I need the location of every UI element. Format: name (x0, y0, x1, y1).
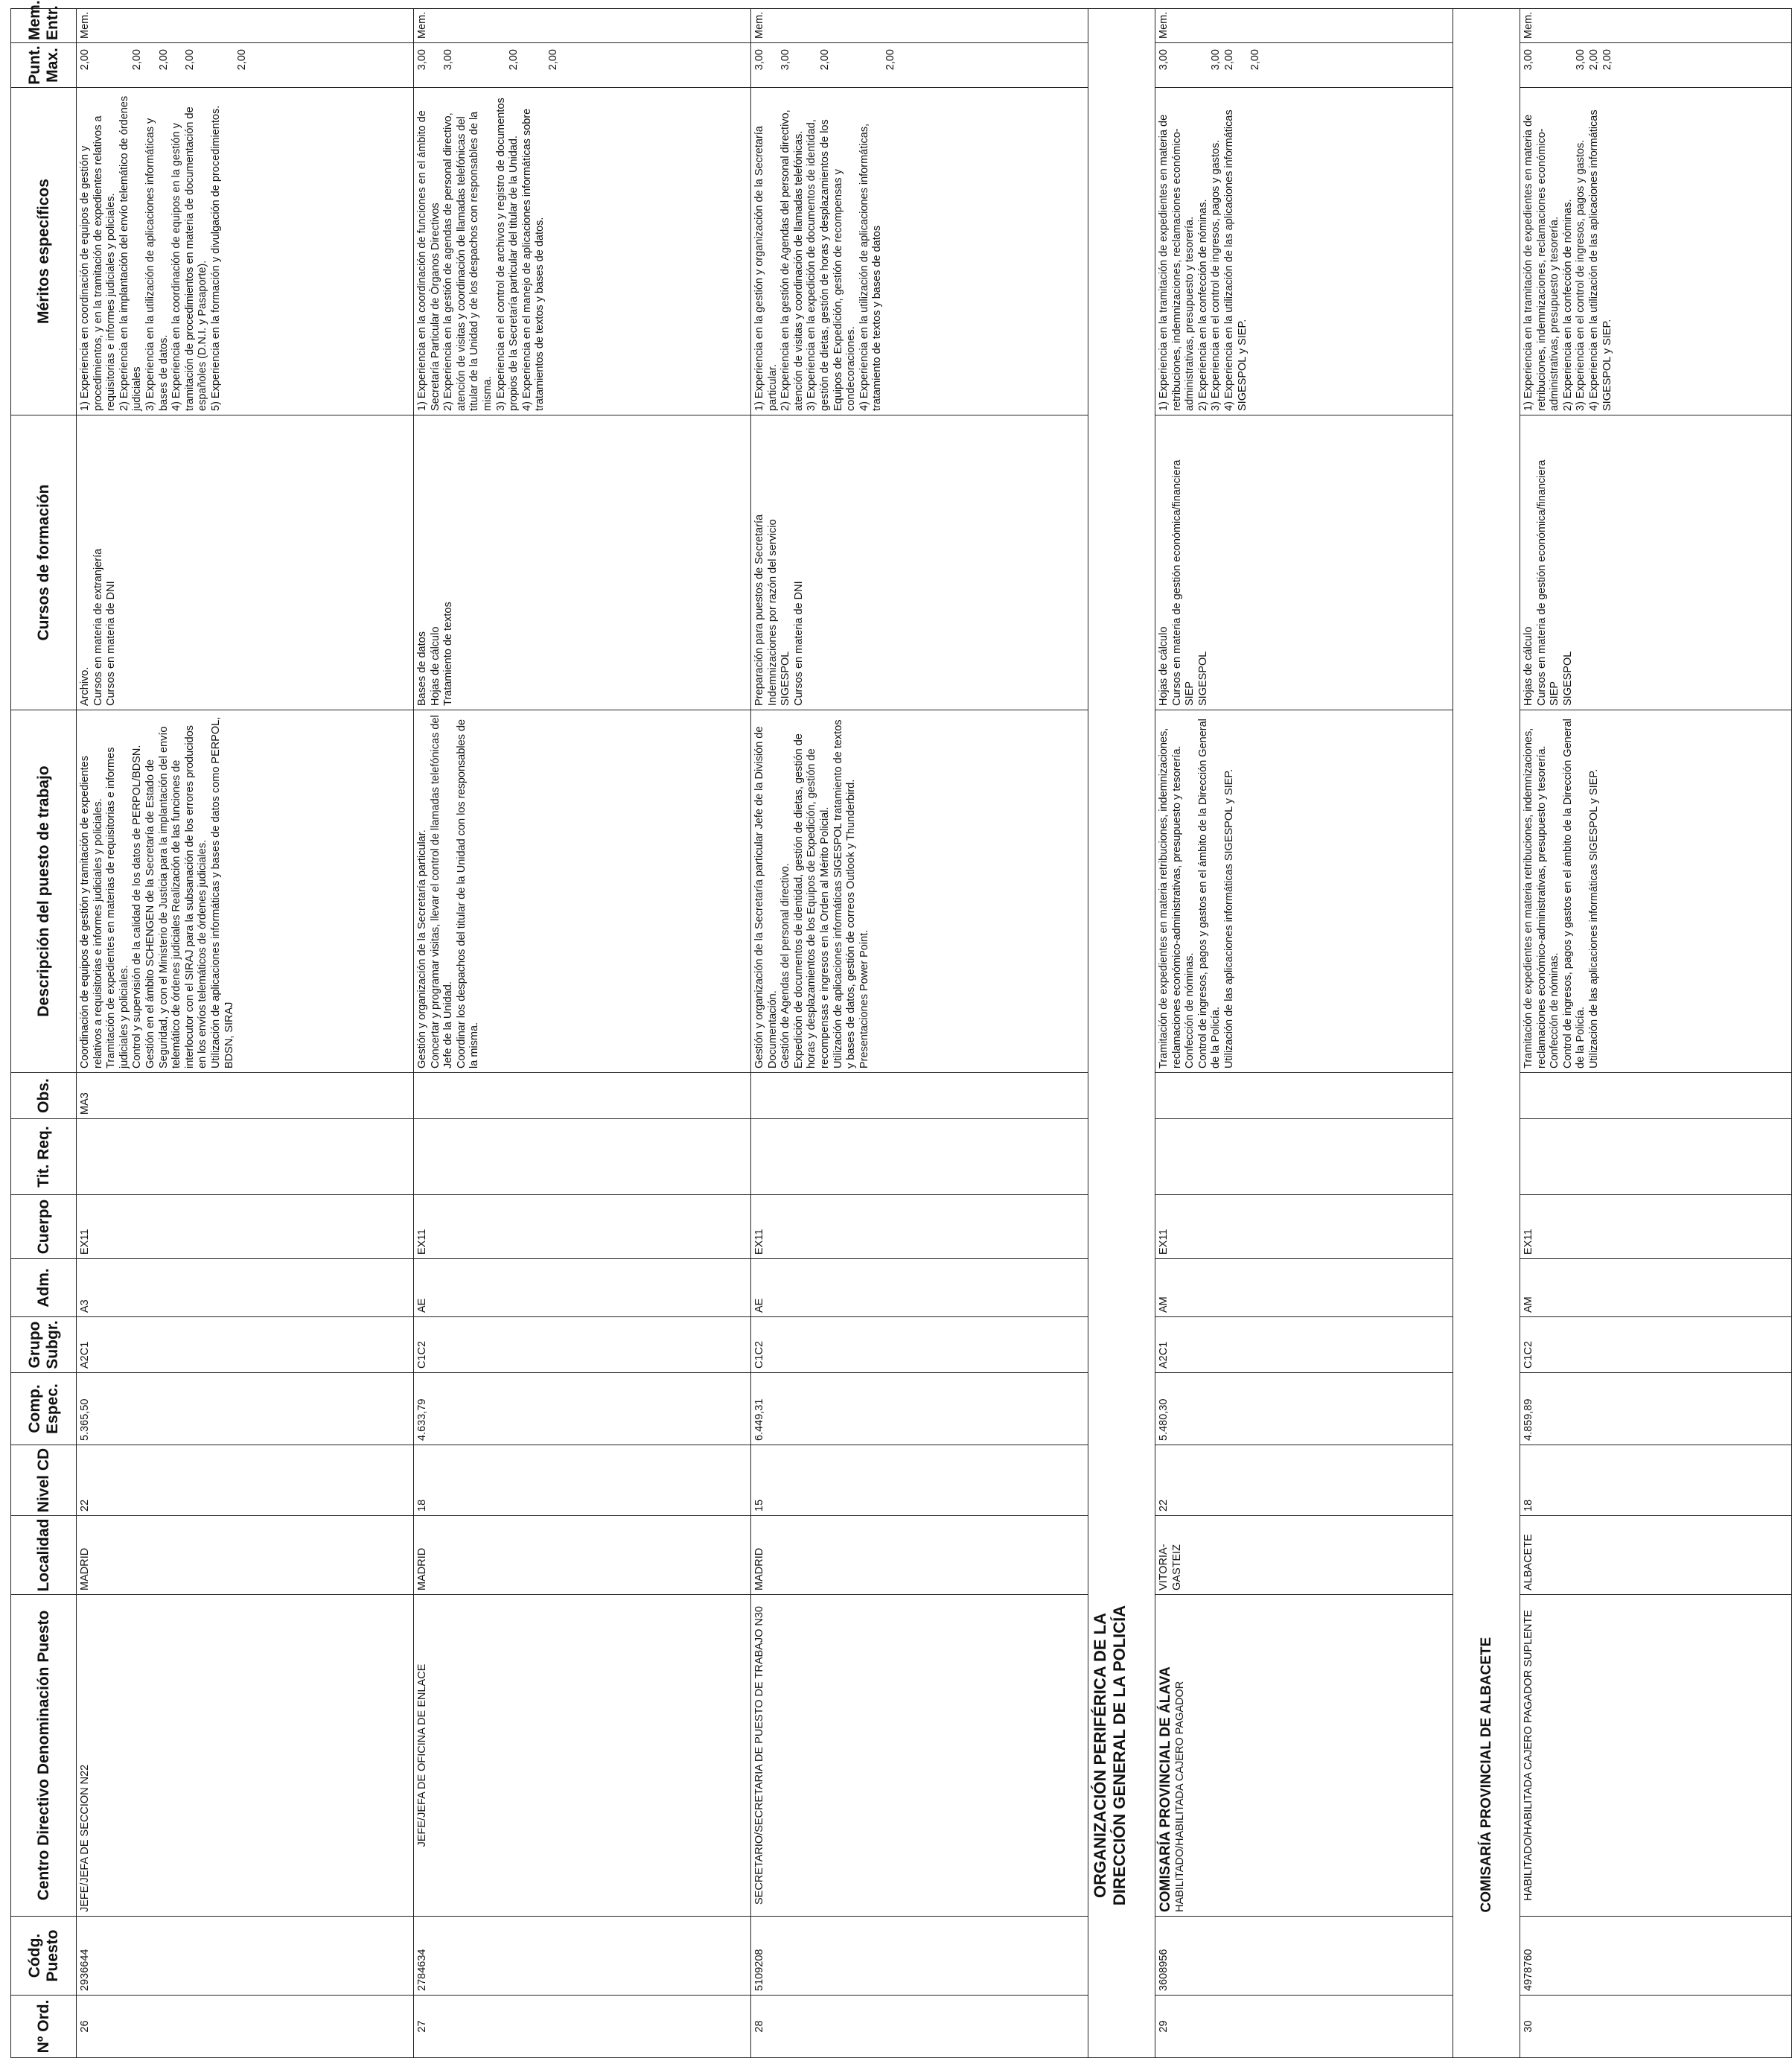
header-obs: Obs. (11, 1073, 77, 1119)
section-spacer (1088, 1373, 1155, 1445)
cell-nivel-cd: 22 (1155, 1445, 1453, 1516)
section-spacer (1453, 1119, 1520, 1195)
cell-grupo: C1C2 (414, 1317, 751, 1373)
cell-cuerpo: EX11 (751, 1195, 1088, 1259)
section-spacer (1088, 1917, 1155, 1996)
section-spacer (1088, 1259, 1155, 1317)
section-spacer (1088, 9, 1155, 43)
cell-cod-puesto: 2784634 (414, 1917, 751, 1996)
cell-n-ord: 30 (1520, 1996, 1792, 2058)
header-mem-entr: Mem. Entr. (11, 9, 77, 43)
section-spacer (1453, 1317, 1520, 1373)
section-spacer (1088, 1996, 1155, 2058)
cell-cod-puesto: 4978760 (1520, 1917, 1792, 1996)
cell-obs: MA3 (77, 1073, 414, 1119)
section-title-alava: COMISARÍA PROVINCIAL DE ÁLAVA (1158, 1666, 1173, 1912)
cell-punt-max: 3,00 3,00 2,00 2,00 (414, 43, 751, 88)
cell-cod-puesto: 2936644 (77, 1917, 414, 1996)
cell-tit-req (414, 1119, 751, 1195)
cell-cursos: Hojas de cálculo Cursos en materia de gestión económica/financiera SIEP SIGESPOL (1155, 415, 1453, 710)
cell-localidad: VITORIA-GASTEIZ (1155, 1516, 1453, 1595)
table-row (1155, 9, 1453, 2058)
cell-nivel-cd: 18 (414, 1445, 751, 1516)
section-spacer (1088, 1195, 1155, 1259)
cell-punt-max: 3,00 3,00 2,00 2,00 (751, 43, 1088, 88)
cell-n-ord: 28 (751, 1996, 1088, 2058)
cell-cuerpo: EX11 (414, 1195, 751, 1259)
cell-adm: AM (1155, 1259, 1453, 1317)
section-spacer (1088, 88, 1155, 415)
cell-localidad: MADRID (414, 1516, 751, 1595)
cell-mem: Mem. (1155, 9, 1453, 43)
header-descripcion: Descripción del puesto de trabajo (11, 710, 77, 1073)
section-title-albacete: COMISARÍA PROVINCIAL DE ALBACETE (1478, 1637, 1494, 1913)
header-meritos: Méritos específicos (11, 88, 77, 415)
header-localidad: Localidad (11, 1516, 77, 1595)
cell-cod-puesto: 5109208 (751, 1917, 1088, 1996)
cell-comp-espec: 6.449,31 (751, 1373, 1088, 1445)
cell-comp-espec: 4.633,79 (414, 1373, 751, 1445)
cell-punt-max: 3,00 3,00 2,00 2,00 (1520, 43, 1792, 88)
cell-localidad: MADRID (751, 1516, 1088, 1595)
table-row (751, 9, 1088, 2058)
section-spacer (1088, 415, 1155, 710)
cell-grupo: C1C2 (1520, 1317, 1792, 1373)
cell-localidad: ALBACETE (1520, 1516, 1792, 1595)
cell-cursos: Hojas de cálculo Cursos en materia de gestión económica/financiera SIEP SIGESPOL (1520, 415, 1792, 710)
section-spacer (1453, 88, 1520, 415)
cell-mem: Mem. (77, 9, 414, 43)
cell-n-ord: 27 (414, 1996, 751, 2058)
cell-meritos: 1) Experiencia en la tramitación de expedientes en materia de retribuciones, indemnizaciones, reclamaciones económico-administrativas, presupuesto y tesorería. 2) Experiencia en la confección de nóminas. 3) Experiencia en el control de ingresos, pagos y gastos. 4) Experiencia en la utilización de las aplicaciones informáticas SIGESPOL y SIEP. (1520, 88, 1792, 415)
header-cod-puesto: Códg. Puesto (11, 1917, 77, 1996)
section-spacer (1453, 710, 1520, 1073)
cell-adm: AM (1520, 1259, 1792, 1317)
cell-nivel-cd: 15 (751, 1445, 1088, 1516)
cell-n-ord: 26 (77, 1996, 414, 2058)
header-cursos: Cursos de formación (11, 415, 77, 710)
cell-cod-puesto: 3608956 (1155, 1917, 1453, 1996)
cell-n-ord: 29 (1155, 1996, 1453, 2058)
section-spacer (1453, 1445, 1520, 1516)
cell-meritos: 1) Experiencia en la coordinación de funciones en el ámbito de Secretaría Particular de Órganos Directivos 2) Experiencia en la gestión de agendas de personal directivo, atención de visitas y coordinación de llamadas telefónicas del titular de la Unidad y de los despachos con responsables de la misma. 3) Experiencia en el control de archivos y registro de documentos propios de la Secretaría particular del titular de la Unidad. 4) Experiencia en el manejo de aplicaciones informáticas sobre tratamientos de textos y bases de datos. (414, 88, 751, 415)
cell-denominacion: JEFE/JEFA DE OFICINA DE ENLACE (414, 1595, 751, 1917)
section-title-cell (1088, 1595, 1155, 1917)
cell-comp-espec: 5.480,30 (1155, 1373, 1453, 1445)
section-spacer (1453, 1073, 1520, 1119)
cell-obs (1520, 1073, 1792, 1119)
cell-adm: A3 (77, 1259, 414, 1317)
section-spacer (1088, 1317, 1155, 1373)
cell-mem: Mem. (414, 9, 751, 43)
cell-cuerpo: EX11 (77, 1195, 414, 1259)
section-title-organizacion: ORGANIZACIÓN PERIFÉRICA DE LA DIRECCIÓN GENERAL DE LA POLICÍA (1091, 1605, 1129, 1906)
cell-grupo: C1C2 (751, 1317, 1088, 1373)
cell-cuerpo: EX11 (1155, 1195, 1453, 1259)
section-spacer (1453, 1373, 1520, 1445)
cell-nivel-cd: 22 (77, 1445, 414, 1516)
header-cuerpo: Cuerpo (11, 1195, 77, 1259)
section-spacer (1088, 710, 1155, 1073)
section-spacer (1088, 1119, 1155, 1195)
section-spacer (1088, 43, 1155, 88)
section-title-cell (1453, 1595, 1520, 1917)
header-adm: Adm. (11, 1259, 77, 1317)
header-grupo-subgr: Grupo Subgr. (11, 1317, 77, 1373)
section-spacer (1453, 1259, 1520, 1317)
cell-cursos: Bases de datos Hojas de cálculo Tratamiento de textos (414, 415, 751, 710)
cell-comp-espec: 5.365,50 (77, 1373, 414, 1445)
cell-punt-max: 3,00 3,00 2,00 2,00 (1155, 43, 1453, 88)
cell-denominacion: HABILITADO/HABILITADA CAJERO PAGADOR (1174, 1681, 1186, 1912)
cell-tit-req (77, 1119, 414, 1195)
header-comp-espec: Comp. Espec. (11, 1373, 77, 1445)
cell-descripcion: Coordinación de equipos de gestión y tramitación de expedientes relativos a requisitorias e informes judiciales y policiales. Tramitación de expedientes en materias de requisitorias e informes judiciales y policiales. Control y supervisión de la calidad de los datos de PERPOL/BDSN. Gestión en el ámbito SCHENGEN de la Secretaría de Estado de Seguridad, y con el Ministerio de Justicia para la implantación del envío telemático de órdenes judiciales Realización de las funciones de interlocutor con el SIRAJ para la subsanación de los errores producidos en los envíos telemáticos de órdenes judiciales. Utilización de aplicaciones informáticas y bases de datos como PERPOL, BDSN, SIRAJ (77, 710, 414, 1073)
header-n-ord: Nº Ord. (11, 1996, 77, 2058)
cell-obs (1155, 1073, 1453, 1119)
cell-adm: AE (751, 1259, 1088, 1317)
cell-adm: AE (414, 1259, 751, 1317)
section-spacer (1453, 1195, 1520, 1259)
section-spacer (1453, 1917, 1520, 1996)
cell-cursos: Preparación para puestos de Secretaría Indemnizaciones por razón del servicio SIGESPOL Cursos en materia de DNI (751, 415, 1088, 710)
header-punt-max: Punt. Max. (11, 43, 77, 88)
cell-meritos: 1) Experiencia en la gestión y organización de la Secretaría particular. 2) Experiencia en la gestión de Agendas del personal directivo, atención de visitas y coordinación de llamadas telefónicas. 3) Experiencia en la expedición de documentos de identidad, gestión de dietas, gestión de horas y desplazamientos de los Equipos de Expedición, gestión de recompensas y condecoraciones. 4) Experiencia en la utilización de aplicaciones informáticas, tratamiento de textos y bases de datos (751, 88, 1088, 415)
cell-cursos: Archivo. Cursos en materia de extranjería Cursos en materia de DNI (77, 415, 414, 710)
cell-descripcion: Gestión y organización de la Secretaría particular. Concertar y programar visitas, llevar el control de llamadas telefónicas del Jefe de la Unidad. Coordinar los despachos del titular de la Unidad con los responsables de la misma. (414, 710, 751, 1073)
section-spacer (1453, 9, 1520, 43)
cell-descripcion: Tramitación de expedientes en materia retribuciones, indemnizaciones, reclamaciones económico-administrativas, presupuesto y tesorería. Confección de nóminas. Control de ingresos, pagos y gastos en el ámbito de la Dirección General de la Policía. Utilización de las aplicaciones informáticas SIGESPOL y SIEP. (1520, 710, 1792, 1073)
cell-denominacion-with-section (1155, 1595, 1453, 1917)
header-tit-req: Tit. Req. (11, 1119, 77, 1195)
job-positions-table (10, 0, 1792, 2058)
section-row (1453, 9, 1520, 2058)
table-row (77, 9, 414, 2058)
cell-nivel-cd: 18 (1520, 1445, 1792, 1516)
cell-meritos: 1) Experiencia en la tramitación de expedientes en materia de retribuciones, indemnizaciones, reclamaciones económico-administrativas, presupuesto y tesorería. 2) Experiencia en la confección de nóminas. 3) Experiencia en el control de ingresos, pagos y gastos. 4) Experiencia en la utilización de las aplicaciones informáticas SIGESPOL y SIEP. (1155, 88, 1453, 415)
section-spacer (1453, 1516, 1520, 1595)
cell-denominacion: JEFE/JEFA DE SECCION N22 (77, 1595, 414, 1917)
cell-grupo: A2C1 (1155, 1317, 1453, 1373)
cell-grupo: A2C1 (77, 1317, 414, 1373)
cell-descripcion: Tramitación de expedientes en materia retribuciones, indemnizaciones, reclamaciones económico-administrativas, presupuesto y tesorería. Confección de nóminas. Control de ingresos, pagos y gastos en el ámbito de la Dirección General de la Policía. Utilización de las aplicaciones informáticas SIGESPOL y SIEP. (1155, 710, 1453, 1073)
cell-mem: Mem. (1520, 9, 1792, 43)
cell-comp-espec: 4.859,89 (1520, 1373, 1792, 1445)
header-nivel-cd: Nivel CD (11, 1445, 77, 1516)
section-spacer (1453, 1996, 1520, 2058)
header-centro-denominacion: Centro Directivo Denominación Puesto (11, 1595, 77, 1917)
cell-obs (414, 1073, 751, 1119)
cell-punt-max: 2,00 2,00 2,00 2,00 2,00 (77, 43, 414, 88)
table-row (1520, 9, 1792, 2058)
cell-meritos: 1) Experiencia en coordinación de equipos de gestión y procedimientos, y en la tramitación de expedientes relativos a requisitorias e informes judiciales y policiales. 2) Experiencia en la implantación del envío telemático de órdenes judiciales 3) Experiencia en la utilización de aplicaciones informáticas y bases de datos. 4) Experiencia en la coordinación de equipos en la gestión y tramitación de procedimientos en materia de documentación de españoles (D.N.I. y Pasaporte). 5) Experiencia en la formación y divulgación de procedimientos. (77, 88, 414, 415)
cell-denominacion: SECRETARIO/SECRETARIA DE PUESTO DE TRABAJO N30 (751, 1595, 1088, 1917)
cell-mem: Mem. (751, 9, 1088, 43)
cell-tit-req (751, 1119, 1088, 1195)
section-spacer (1453, 43, 1520, 88)
cell-tit-req (1155, 1119, 1453, 1195)
cell-obs (751, 1073, 1088, 1119)
cell-tit-req (1520, 1119, 1792, 1195)
section-spacer (1453, 415, 1520, 710)
header-row (11, 9, 77, 2058)
table-row (414, 9, 751, 2058)
cell-denominacion: HABILITADO/HABILITADA CAJERO PAGADOR SUPLENTE (1520, 1595, 1792, 1917)
section-spacer (1088, 1445, 1155, 1516)
cell-descripcion: Gestión y organización de la Secretaría particular Jefe de la División de Documentación. Gestión de Agendas del personal directivo. Expedición de documentos de identidad, gestión de dietas, gestión de horas y desplazamientos de los Equipos de Expedición, gestión de recompensas e ingresos en la Orden al Mérito Policial. Utilización de aplicaciones informáticas SIGESPOL tratamiento de textos y bases de datos, gestión de correos Outlook y Thunderbird. Presentaciones Power Point. (751, 710, 1088, 1073)
cell-cuerpo: EX11 (1520, 1195, 1792, 1259)
cell-localidad: MADRID (77, 1516, 414, 1595)
section-row (1088, 9, 1155, 2058)
section-spacer (1088, 1516, 1155, 1595)
section-spacer (1088, 1073, 1155, 1119)
